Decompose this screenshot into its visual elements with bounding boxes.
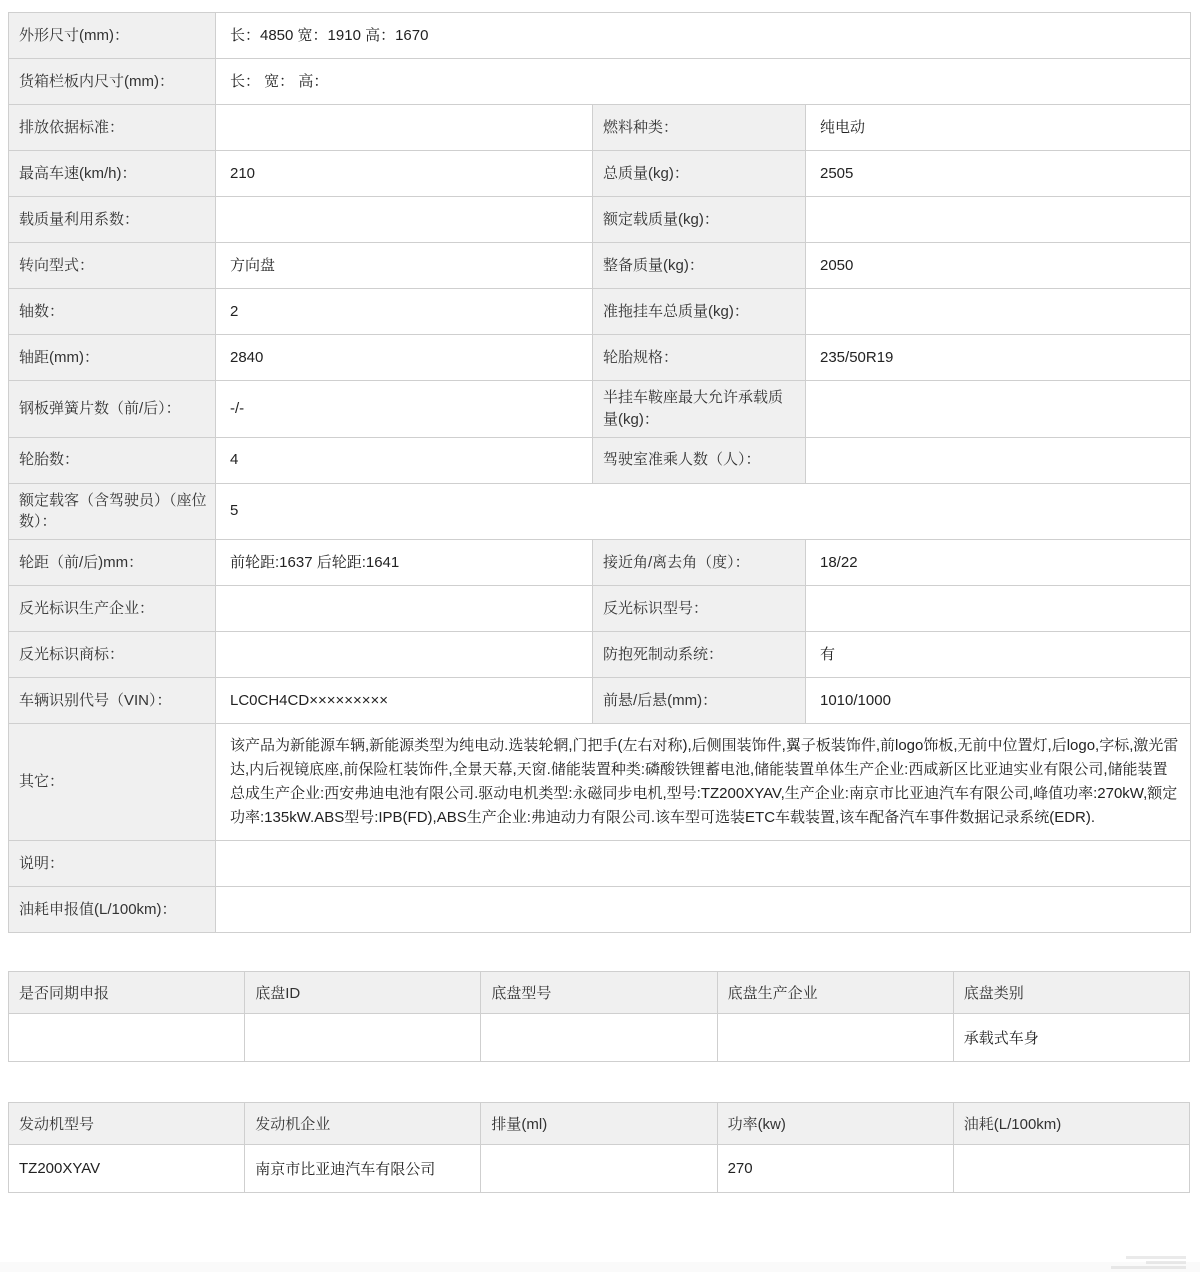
spec-value-cell [806,197,1191,243]
engine-table-head [9,1103,1190,1145]
spec-row [9,13,1191,59]
column-header: 是否同期申报 [9,972,245,1014]
spec-label-cell: 燃料种类： [593,105,806,151]
spec-label-cell: 车辆识别代号（VIN）： [9,678,216,724]
spec-value-cell: 18/22 [806,540,1191,586]
spec-value-cell [806,381,1191,438]
spec-value-cell: 长：4850 宽：1910 高：1670 [216,13,1191,59]
table-row [9,1145,1190,1193]
spec-label-cell: 最高车速(km/h)： [9,151,216,197]
table-cell [481,1145,717,1193]
spec-row [9,540,1191,586]
spec-label-cell: 驾驶室准乘人数（人）： [593,437,806,483]
spec-row [9,105,1191,151]
bottom-strip [0,1262,1200,1272]
column-header: 油耗(L/100km) [953,1103,1189,1145]
spec-value-cell: -/- [216,381,593,438]
spec-value-cell [216,632,593,678]
spec-value-cell: 210 [216,151,593,197]
spec-label-cell: 外形尺寸(mm)： [9,13,216,59]
spec-row [9,437,1191,483]
table-cell [717,1014,953,1062]
spec-row [9,841,1191,887]
spec-row [9,586,1191,632]
spec-value-cell: 2505 [806,151,1191,197]
spec-label-cell: 油耗申报值(L/100km)： [9,887,216,933]
spec-value-cell [216,105,593,151]
spec-row [9,151,1191,197]
spec-row [9,243,1191,289]
spec-row [9,724,1191,841]
spec-label-cell: 防抱死制动系统： [593,632,806,678]
spec-row [9,381,1191,438]
spec-label-cell: 说明： [9,841,216,887]
spec-label-cell: 前悬/后悬(mm)： [593,678,806,724]
engine-table [8,1102,1190,1193]
spec-label-cell: 反光标识商标： [9,632,216,678]
column-header: 底盘ID [245,972,481,1014]
spec-label-cell: 轴距(mm)： [9,335,216,381]
spec-value-cell [806,586,1191,632]
table-cell: TZ200XYAV [9,1145,245,1193]
column-header: 底盘类别 [953,972,1189,1014]
spec-row [9,289,1191,335]
engine-table-section [0,1102,1200,1193]
spec-table-body [9,13,1191,933]
table-cell: 南京市比亚迪汽车有限公司 [245,1145,481,1193]
column-header: 排量(ml) [481,1103,717,1145]
chassis-table-body [9,1014,1190,1062]
vehicle-spec-table [8,12,1191,933]
spec-value-cell: 2050 [806,243,1191,289]
column-header: 发动机型号 [9,1103,245,1145]
spec-value-cell: 纯电动 [806,105,1191,151]
section-gap [0,1062,1200,1102]
spec-label-cell: 反光标识生产企业： [9,586,216,632]
spec-value-cell [216,586,593,632]
spec-label-cell: 整备质量(kg)： [593,243,806,289]
spec-value-cell: LC0CH4CD××××××××× [216,678,593,724]
table-cell [481,1014,717,1062]
watermark-bar [1111,1266,1186,1269]
chassis-table-head [9,972,1190,1014]
spec-value-cell: 方向盘 [216,243,593,289]
spec-row [9,335,1191,381]
spec-label-cell: 轮距（前/后)mm： [9,540,216,586]
spec-row [9,197,1191,243]
column-header: 功率(kw) [717,1103,953,1145]
engine-table-body [9,1145,1190,1193]
column-header: 底盘生产企业 [717,972,953,1014]
spec-label-cell: 半挂车鞍座最大允许承载质量(kg)： [593,381,806,438]
table-row [9,1014,1190,1062]
table-cell [9,1014,245,1062]
spec-label-cell: 轮胎数： [9,437,216,483]
watermark-bar [1126,1256,1186,1259]
chassis-table [8,971,1190,1062]
spec-label-cell: 反光标识型号： [593,586,806,632]
spec-value-cell [806,289,1191,335]
spec-row [9,483,1191,540]
spec-value-cell: 4 [216,437,593,483]
header-row [9,1103,1190,1145]
table-cell: 270 [717,1145,953,1193]
spec-label-cell: 转向型式： [9,243,216,289]
spec-label-cell: 其它： [9,724,216,841]
header-row [9,972,1190,1014]
spec-row [9,632,1191,678]
spec-label-cell: 轮胎规格： [593,335,806,381]
spec-value-cell: 前轮距:1637 后轮距:1641 [216,540,593,586]
spec-value-cell: 有 [806,632,1191,678]
spec-label-cell: 接近角/离去角（度）： [593,540,806,586]
column-header: 底盘型号 [481,972,717,1014]
spec-value-cell [216,197,593,243]
spec-value-cell: 235/50R19 [806,335,1191,381]
spec-row [9,678,1191,724]
spec-value-cell: 长： 宽： 高： [216,59,1191,105]
watermark-artifact [1096,1254,1186,1268]
spec-value-cell [216,841,1191,887]
spec-row [9,887,1191,933]
spec-label-cell: 钢板弹簧片数（前/后）： [9,381,216,438]
spec-value-cell [216,887,1191,933]
watermark-bar [1146,1261,1186,1264]
table-cell: 承载式车身 [953,1014,1189,1062]
spec-label-cell: 轴数： [9,289,216,335]
spec-value-cell: 1010/1000 [806,678,1191,724]
spec-value-cell: 2840 [216,335,593,381]
table-cell [245,1014,481,1062]
spec-value-cell: 5 [216,483,1191,540]
column-header: 发动机企业 [245,1103,481,1145]
spec-value-cell: 2 [216,289,593,335]
spec-value-cell [806,437,1191,483]
section-gap [0,933,1200,971]
spec-label-cell: 载质量利用系数： [9,197,216,243]
spec-label-cell: 额定载质量(kg)： [593,197,806,243]
spec-row [9,59,1191,105]
spec-label-cell: 货箱栏板内尺寸(mm)： [9,59,216,105]
chassis-table-section [0,971,1200,1062]
spec-value-cell: 该产品为新能源车辆,新能源类型为纯电动.选装轮辋,门把手(左右对称),后侧围装饰件,翼子板装饰件,前logo饰板,无前中位置灯,后logo,字标,激光雷达,内后视镜底座,前保险杠装饰件,全景天幕,天窗.储能装置种类:磷酸铁锂蓄电池,储能装置单体生产企业:西咸新区比亚迪实业有限公司,储能装置总成生产企业:西安弗迪电池有限公司.驱动电机类型:永磁同步电机,型号:TZ200XYAV,生产企业:南京市比亚迪汽车有限公司,峰值功率:270kW,额定功率:135kW.ABS型号:IPB(FD),ABS生产企业:弗迪动力有限公司.该车型可选装ETC车载装置,该车配备汽车事件数据记录系统(EDR). [216,724,1191,841]
spec-label-cell: 总质量(kg)： [593,151,806,197]
table-cell [953,1145,1189,1193]
spec-label-cell: 额定载客（含驾驶员）（座位数）： [9,483,216,540]
spec-label-cell: 准拖挂车总质量(kg)： [593,289,806,335]
spec-label-cell: 排放依据标准： [9,105,216,151]
